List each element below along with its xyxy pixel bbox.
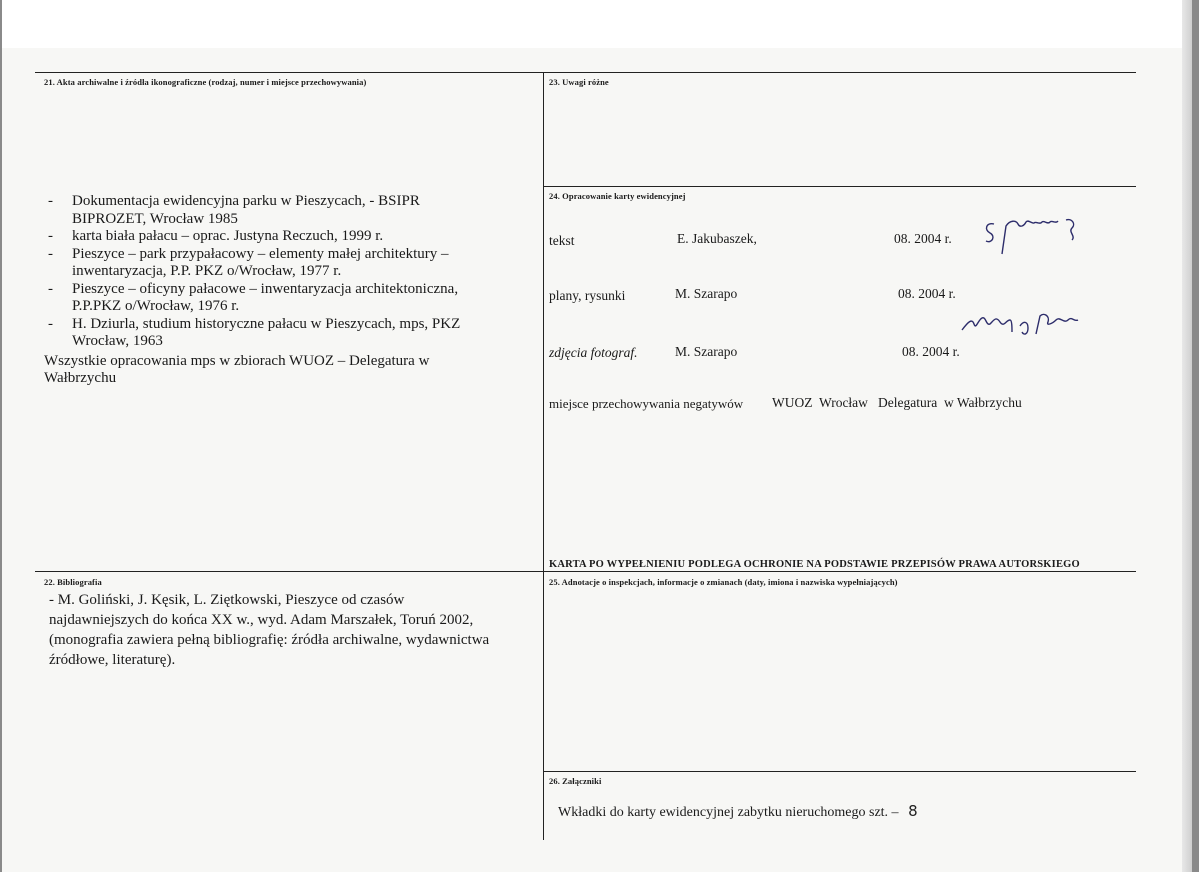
section-21-title: 21. Akta archiwalne i źródła ikonograficzne (rodzaj, numer i miejsce przechowywania)	[44, 77, 367, 87]
bibliography-line-3: (monografia zawiera pełną bibliografię: źródła archiwalne, wydawnictwa	[49, 632, 490, 648]
list-dash: -	[48, 280, 53, 297]
section-25-title: 25. Adnotacje o inspekcjach, informacje o zmianach (daty, imiona i nazwiska wypełniających)	[549, 577, 898, 587]
attachments-count: 8	[908, 802, 918, 820]
attachments-text	[558, 802, 918, 821]
archive-item-continuation: P.P.PKZ o/Wrocław, 1976 r.	[72, 298, 240, 314]
archive-item	[44, 193, 539, 228]
section-21-list	[44, 193, 539, 388]
scan-top-margin	[2, 0, 1192, 48]
bibliography-line-1: - M. Goliński, J. Kęsik, L. Ziętkowski, Pieszyce od czasów	[49, 592, 405, 608]
text-row-author: E. Jakubaszek,	[677, 231, 757, 246]
list-dash: -	[48, 228, 53, 244]
archive-item-text: Dokumentacja ewidencyjna parku w Pieszycach, - BSIPR	[72, 193, 420, 209]
archive-item-continuation: Wrocław, 1963	[72, 333, 163, 349]
center-divider	[543, 72, 544, 840]
record-card-page	[2, 0, 1192, 872]
archive-item-text: Pieszyce – oficyny pałacowe – inwentaryzacja architektoniczna,	[72, 280, 459, 297]
archive-item-text: Pieszyce – park przypałacowy – elementy małej architektury –	[72, 245, 449, 262]
list-dash: -	[48, 315, 53, 332]
negatives-storage-label: miejsce przechowywania negatywów	[549, 396, 744, 411]
rule-25-26	[543, 771, 1136, 772]
copyright-notice: KARTA PO WYPEŁNIENIU PODLEGA OCHRONIE NA PODSTAWIE PRZEPISÓW PRAWA AUTORSKIEGO	[549, 559, 1080, 570]
archive-note-line-1: Wszystkie opracowania mps w zbiorach WUOZ – Delegatura w	[44, 352, 430, 369]
photos-row-date: 08. 2004 r.	[902, 344, 960, 359]
signature-jakubaszek	[980, 210, 1085, 262]
archive-item-text: karta biała pałacu – oprac. Justyna Reczuch, 1999 r.	[72, 228, 384, 244]
list-dash: -	[48, 193, 53, 209]
top-rule	[35, 72, 1136, 73]
archive-item-continuation: BIPROZET, Wrocław 1985	[72, 210, 238, 227]
bibliography-line-2: najdawniejszych do końca XX w., wyd. Adam Marszałek, Toruń 2002,	[49, 612, 474, 628]
drawings-row-author: M. Szarapo	[675, 286, 738, 301]
archive-item	[44, 281, 539, 316]
archive-item	[44, 246, 539, 281]
archive-item	[44, 228, 539, 246]
signature-szarapo	[960, 302, 1080, 342]
drawings-row-label: plany, rysunki	[549, 288, 626, 303]
attachments-label: Wkładki do karty ewidencyjnej zabytku nieruchomego szt. –	[558, 805, 899, 820]
archive-note-line-2: Wałbrzychu	[44, 370, 117, 386]
archive-item	[44, 316, 539, 351]
list-dash: -	[48, 245, 53, 262]
drawings-row-date: 08. 2004 r.	[898, 286, 956, 301]
section-23-title: 23. Uwagi różne	[549, 77, 609, 87]
section-24-title: 24. Opracowanie karty ewidencyjnej	[549, 191, 686, 201]
photos-row-author: M. Szarapo	[675, 344, 738, 359]
bibliography-line-4: źródłowe, literaturę).	[49, 652, 176, 668]
scan-right-edge	[1182, 0, 1192, 872]
middle-rule	[35, 571, 1136, 572]
archive-item-text: H. Dziurla, studium historyczne pałacu w Pieszycach, mps, PKZ	[72, 315, 461, 332]
photos-row-label: zdjęcia fotograf.	[549, 345, 638, 360]
section-22-title: 22. Bibliografia	[44, 577, 102, 587]
negatives-storage-value: WUOZ Wrocław Delegatura w Wałbrzychu	[772, 395, 1022, 410]
bibliography-entry	[49, 590, 543, 670]
archive-item-continuation: inwentaryzacja, P.P. PKZ o/Wrocław, 1977 r.	[72, 263, 342, 279]
text-row-date: 08. 2004 r.	[894, 231, 952, 246]
rule-23-24	[543, 186, 1136, 187]
text-row-label: tekst	[549, 233, 575, 248]
section-26-title: 26. Załączniki	[549, 776, 602, 786]
